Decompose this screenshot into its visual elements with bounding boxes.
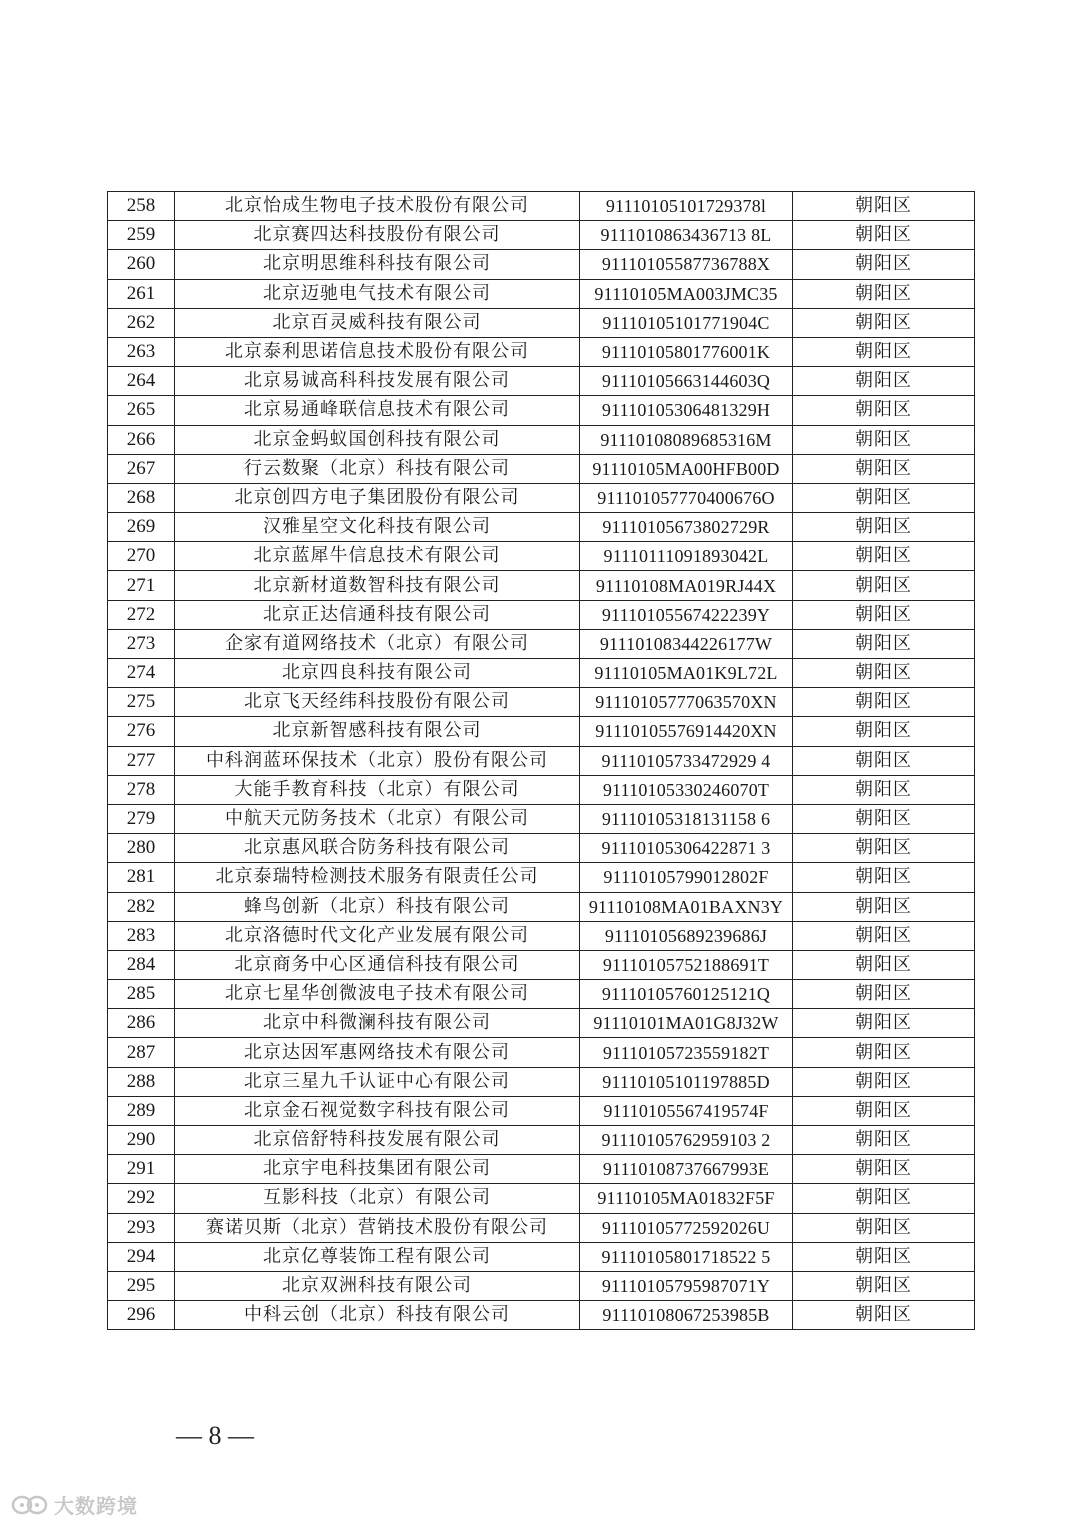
credit-code-cell: 91110105801776001K (580, 337, 793, 366)
credit-code-cell: 91110105MA003JMC35 (580, 279, 793, 308)
row-number-cell: 277 (108, 746, 175, 775)
row-number-cell: 285 (108, 980, 175, 1009)
row-number-cell: 269 (108, 513, 175, 542)
company-name-cell: 北京赛四达科技股份有限公司 (175, 221, 580, 250)
table-row (108, 1242, 975, 1271)
table-row (108, 1301, 975, 1330)
table-row (108, 1271, 975, 1300)
credit-code-cell: 91110105MA01832F5F (580, 1184, 793, 1213)
company-name-cell: 北京迈驰电气技术有限公司 (175, 279, 580, 308)
table-row (108, 629, 975, 658)
district-cell: 朝阳区 (793, 513, 975, 542)
company-name-cell: 汉雅星空文化科技有限公司 (175, 513, 580, 542)
district-cell: 朝阳区 (793, 834, 975, 863)
credit-code-cell: 91110105318131158 6 (580, 804, 793, 833)
company-name-cell: 北京亿尊装饰工程有限公司 (175, 1242, 580, 1271)
table-row (108, 1213, 975, 1242)
district-cell: 朝阳区 (793, 454, 975, 483)
district-cell: 朝阳区 (793, 892, 975, 921)
district-cell: 朝阳区 (793, 950, 975, 979)
table-row (108, 337, 975, 366)
company-name-cell: 北京飞天经纬科技股份有限公司 (175, 688, 580, 717)
row-number-cell: 267 (108, 454, 175, 483)
table-row (108, 892, 975, 921)
row-number-cell: 268 (108, 483, 175, 512)
table-row (108, 1155, 975, 1184)
row-number-cell: 274 (108, 659, 175, 688)
row-number-cell: 296 (108, 1301, 175, 1330)
credit-code-cell: 91110105723559182T (580, 1038, 793, 1067)
credit-code-cell: 91110105567419574F (580, 1096, 793, 1125)
district-cell: 朝阳区 (793, 1301, 975, 1330)
table-row (108, 1184, 975, 1213)
district-cell: 朝阳区 (793, 659, 975, 688)
credit-code-cell: 911101057770400676O (580, 483, 793, 512)
row-number-cell: 290 (108, 1126, 175, 1155)
district-cell: 朝阳区 (793, 1126, 975, 1155)
company-name-cell: 北京双洲科技有限公司 (175, 1271, 580, 1300)
company-name-cell: 北京中科微澜科技有限公司 (175, 1009, 580, 1038)
company-table-container (107, 191, 974, 1330)
credit-code-cell: 91110105330246070T (580, 775, 793, 804)
table-row (108, 308, 975, 337)
district-cell: 朝阳区 (793, 571, 975, 600)
company-name-cell: 北京易诚高科科技发展有限公司 (175, 367, 580, 396)
credit-code-cell: 91110111091893042L (580, 542, 793, 571)
table-row (108, 1009, 975, 1038)
table-row (108, 980, 975, 1009)
row-number-cell: 289 (108, 1096, 175, 1125)
table-row (108, 542, 975, 571)
credit-code-cell: 91110105673802729R (580, 513, 793, 542)
table-row (108, 921, 975, 950)
company-name-cell: 互影科技（北京）有限公司 (175, 1184, 580, 1213)
company-name-cell: 北京四良科技有限公司 (175, 659, 580, 688)
table-row (108, 1067, 975, 1096)
company-name-cell: 中科云创（北京）科技有限公司 (175, 1301, 580, 1330)
credit-code-cell: 91110101MA01G8J32W (580, 1009, 793, 1038)
table-row (108, 250, 975, 279)
district-cell: 朝阳区 (793, 629, 975, 658)
district-cell: 朝阳区 (793, 1242, 975, 1271)
table-row (108, 1126, 975, 1155)
row-number-cell: 291 (108, 1155, 175, 1184)
district-cell: 朝阳区 (793, 1096, 975, 1125)
company-name-cell: 北京倍舒特科技发展有限公司 (175, 1126, 580, 1155)
district-cell: 朝阳区 (793, 600, 975, 629)
company-name-cell: 北京易通峰联信息技术有限公司 (175, 396, 580, 425)
table-row (108, 192, 975, 221)
row-number-cell: 295 (108, 1271, 175, 1300)
row-number-cell: 284 (108, 950, 175, 979)
credit-code-cell: 91110105306422871 3 (580, 834, 793, 863)
company-name-cell: 北京蓝犀牛信息技术有限公司 (175, 542, 580, 571)
credit-code-cell: 91110108737667993E (580, 1155, 793, 1184)
table-row (108, 454, 975, 483)
district-cell: 朝阳区 (793, 717, 975, 746)
company-name-cell: 北京正达信通科技有限公司 (175, 600, 580, 629)
district-cell: 朝阳区 (793, 1009, 975, 1038)
company-name-cell: 企家有道网络技术（北京）有限公司 (175, 629, 580, 658)
company-name-cell: 北京百灵威科技有限公司 (175, 308, 580, 337)
row-number-cell: 287 (108, 1038, 175, 1067)
credit-code-cell: 91110105772592026U (580, 1213, 793, 1242)
district-cell: 朝阳区 (793, 192, 975, 221)
row-number-cell: 275 (108, 688, 175, 717)
row-number-cell: 258 (108, 192, 175, 221)
row-number-cell: 262 (108, 308, 175, 337)
row-number-cell: 288 (108, 1067, 175, 1096)
row-number-cell: 286 (108, 1009, 175, 1038)
table-row (108, 688, 975, 717)
district-cell: 朝阳区 (793, 1271, 975, 1300)
row-number-cell: 293 (108, 1213, 175, 1242)
row-number-cell: 276 (108, 717, 175, 746)
company-name-cell: 北京惠风联合防务科技有限公司 (175, 834, 580, 863)
company-name-cell: 北京洛德时代文化产业发展有限公司 (175, 921, 580, 950)
credit-code-cell: 91110105101197885D (580, 1067, 793, 1096)
credit-code-cell: 91110105777063570XN (580, 688, 793, 717)
credit-code-cell: 91110105587736788X (580, 250, 793, 279)
company-name-cell: 北京金石视觉数字科技有限公司 (175, 1096, 580, 1125)
company-name-cell: 北京商务中心区通信科技有限公司 (175, 950, 580, 979)
district-cell: 朝阳区 (793, 746, 975, 775)
district-cell: 朝阳区 (793, 1038, 975, 1067)
credit-code-cell: 91110108MA019RJ44X (580, 571, 793, 600)
district-cell: 朝阳区 (793, 279, 975, 308)
row-number-cell: 294 (108, 1242, 175, 1271)
company-name-cell: 北京泰瑞特检测技术服务有限责任公司 (175, 863, 580, 892)
company-name-cell: 北京创四方电子集团股份有限公司 (175, 483, 580, 512)
district-cell: 朝阳区 (793, 308, 975, 337)
credit-code-cell: 91110105733472929 4 (580, 746, 793, 775)
district-cell: 朝阳区 (793, 775, 975, 804)
company-name-cell: 大能手教育科技（北京）有限公司 (175, 775, 580, 804)
district-cell: 朝阳区 (793, 1213, 975, 1242)
credit-code-cell: 91110105101729378l (580, 192, 793, 221)
table-row (108, 600, 975, 629)
row-number-cell: 279 (108, 804, 175, 833)
row-number-cell: 292 (108, 1184, 175, 1213)
row-number-cell: 280 (108, 834, 175, 863)
row-number-cell: 263 (108, 337, 175, 366)
credit-code-cell: 91110105795987071Y (580, 1271, 793, 1300)
credit-code-cell: 91110105567422239Y (580, 600, 793, 629)
company-name-cell: 中航天元防务技术（北京）有限公司 (175, 804, 580, 833)
row-number-cell: 266 (108, 425, 175, 454)
district-cell: 朝阳区 (793, 1184, 975, 1213)
credit-code-cell: 91110105752188691T (580, 950, 793, 979)
credit-code-cell: 91110105MA00HFB00D (580, 454, 793, 483)
credit-code-cell: 91110105MA01K9L72L (580, 659, 793, 688)
table-row (108, 1038, 975, 1067)
company-name-cell: 北京怡成生物电子技术股份有限公司 (175, 192, 580, 221)
district-cell: 朝阳区 (793, 337, 975, 366)
credit-code-cell: 91110108067253985B (580, 1301, 793, 1330)
district-cell: 朝阳区 (793, 250, 975, 279)
district-cell: 朝阳区 (793, 863, 975, 892)
company-name-cell: 蜂鸟创新（北京）科技有限公司 (175, 892, 580, 921)
credit-code-cell: 91110105306481329H (580, 396, 793, 425)
table-row (108, 483, 975, 512)
district-cell: 朝阳区 (793, 688, 975, 717)
table-row (108, 804, 975, 833)
credit-code-cell: 91110108089685316M (580, 425, 793, 454)
row-number-cell: 265 (108, 396, 175, 425)
company-name-cell: 北京达因军惠网络技术有限公司 (175, 1038, 580, 1067)
table-row (108, 279, 975, 308)
page-number: — 8 — (176, 1421, 254, 1450)
credit-code-cell: 91110105762959103 2 (580, 1126, 793, 1155)
district-cell: 朝阳区 (793, 542, 975, 571)
district-cell: 朝阳区 (793, 921, 975, 950)
chain-link-icon (10, 1492, 50, 1518)
table-row (108, 221, 975, 250)
row-number-cell: 272 (108, 600, 175, 629)
table-row (108, 513, 975, 542)
company-name-cell: 行云数聚（北京）科技有限公司 (175, 454, 580, 483)
company-name-cell: 北京明思维科科技有限公司 (175, 250, 580, 279)
credit-code-cell: 9111010863436713 8L (580, 221, 793, 250)
credit-code-cell: 91110105760125121Q (580, 980, 793, 1009)
table-row (108, 746, 975, 775)
company-name-cell: 北京新智感科技有限公司 (175, 717, 580, 746)
row-number-cell: 278 (108, 775, 175, 804)
district-cell: 朝阳区 (793, 367, 975, 396)
row-number-cell: 273 (108, 629, 175, 658)
company-name-cell: 北京三星九千认证中心有限公司 (175, 1067, 580, 1096)
row-number-cell: 264 (108, 367, 175, 396)
credit-code-cell: 91110108344226177W (580, 629, 793, 658)
watermark (10, 1490, 138, 1519)
credit-code-cell: 91110105801718522 5 (580, 1242, 793, 1271)
credit-code-cell: 91110108MA01BAXN3Y (580, 892, 793, 921)
district-cell: 朝阳区 (793, 1067, 975, 1096)
credit-code-cell: 91110105689239686J (580, 921, 793, 950)
table-row (108, 425, 975, 454)
district-cell: 朝阳区 (793, 980, 975, 1009)
table-row (108, 775, 975, 804)
table-row (108, 717, 975, 746)
table-row (108, 950, 975, 979)
table-row (108, 367, 975, 396)
district-cell: 朝阳区 (793, 804, 975, 833)
table-row (108, 834, 975, 863)
company-name-cell: 北京泰利思诺信息技术股份有限公司 (175, 337, 580, 366)
row-number-cell: 271 (108, 571, 175, 600)
table-row (108, 659, 975, 688)
credit-code-cell: 91110105799012802F (580, 863, 793, 892)
row-number-cell: 259 (108, 221, 175, 250)
district-cell: 朝阳区 (793, 1155, 975, 1184)
company-name-cell: 北京宇电科技集团有限公司 (175, 1155, 580, 1184)
district-cell: 朝阳区 (793, 425, 975, 454)
watermark-text: 大数跨境 (54, 1494, 138, 1518)
row-number-cell: 270 (108, 542, 175, 571)
district-cell: 朝阳区 (793, 396, 975, 425)
company-name-cell: 北京七星华创微波电子技术有限公司 (175, 980, 580, 1009)
row-number-cell: 261 (108, 279, 175, 308)
company-table-body (108, 192, 975, 1330)
row-number-cell: 281 (108, 863, 175, 892)
table-row (108, 396, 975, 425)
table-row (108, 571, 975, 600)
table-row (108, 863, 975, 892)
company-name-cell: 北京新材道数智科技有限公司 (175, 571, 580, 600)
credit-code-cell: 91110105101771904C (580, 308, 793, 337)
row-number-cell: 260 (108, 250, 175, 279)
row-number-cell: 283 (108, 921, 175, 950)
row-number-cell: 282 (108, 892, 175, 921)
credit-code-cell: 91110105663144603Q (580, 367, 793, 396)
table-row (108, 1096, 975, 1125)
company-name-cell: 北京金蚂蚁国创科技有限公司 (175, 425, 580, 454)
company-name-cell: 中科润蓝环保技术（北京）股份有限公司 (175, 746, 580, 775)
district-cell: 朝阳区 (793, 221, 975, 250)
company-name-cell: 赛诺贝斯（北京）营销技术股份有限公司 (175, 1213, 580, 1242)
company-table (107, 191, 975, 1330)
district-cell: 朝阳区 (793, 483, 975, 512)
credit-code-cell: 91110105576914420XN (580, 717, 793, 746)
